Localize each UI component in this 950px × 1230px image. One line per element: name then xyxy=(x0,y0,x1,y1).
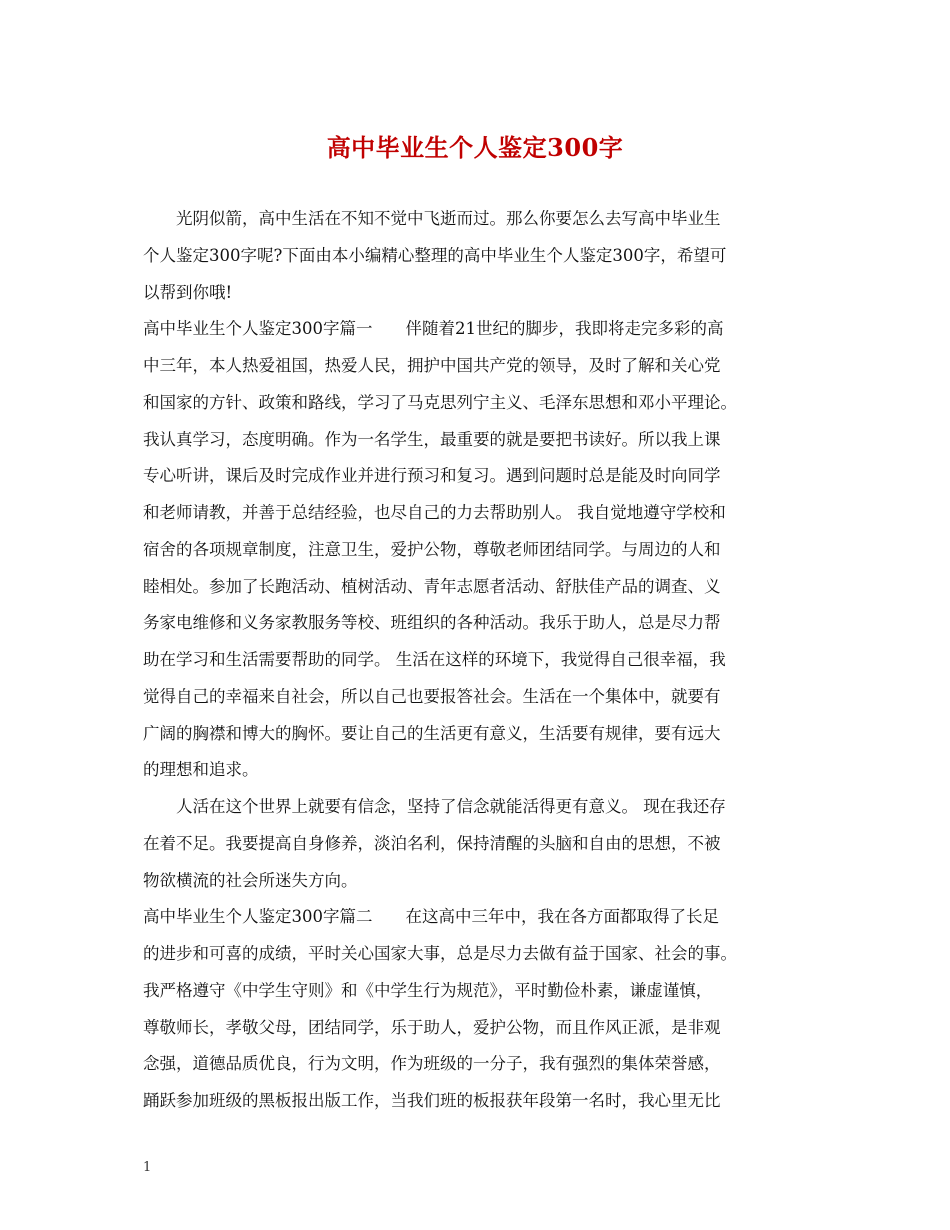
body-line: 和国家的方针、政策和路线，学习了马克思列宁主义、毛泽东思想和邓小平理论。 xyxy=(143,392,737,412)
body-line: 务家电维修和义务家教服务等校、班组织的各种活动。我乐于助人，总是尽力帮 xyxy=(143,613,721,633)
body-line: 的理想和追求。 xyxy=(143,760,259,780)
body-line: 以帮到你哦! xyxy=(143,282,233,302)
body-line: 助在学习和生活需要帮助的同学。 生活在这样的环境下，我觉得自己很幸福，我 xyxy=(143,650,726,669)
body-line: 我严格遵守《中学生守则》和《中学生行为规范》，平时勤俭朴素，谦虚谨慎， xyxy=(143,980,713,1000)
body-line: 在着不足。我要提高自身修养，淡泊名利，保持清醒的头脑和自由的思想，不被 xyxy=(143,833,721,853)
body-line: 个人鉴定300字呢?下面由本小编精心整理的高中毕业生个人鉴定300字，希望可 xyxy=(143,245,727,265)
body-line: 尊敬师长，孝敬父母，团结同学，乐于助人，爱护公物，而且作风正派，是非观 xyxy=(143,1017,721,1037)
page-number: 1 xyxy=(143,1160,152,1175)
body-line: 物欲横流的社会所迷失方向。 xyxy=(143,870,358,890)
body-line: 中三年，本人热爱祖国，热爱人民，拥护中国共产党的领导，及时了解和关心党 xyxy=(143,356,721,375)
body-line: 广阔的胸襟和博大的胸怀。要让自己的生活更有意义，生活要有规律，要有远大 xyxy=(143,723,721,743)
body-line: 念强，道德品质优良，行为文明，作为班级的一分子，我有强烈的集体荣誉感， xyxy=(143,1054,721,1074)
body-line: 睦相处。参加了长跑活动、植树活动、青年志愿者活动、舒肤佳产品的调查、义 xyxy=(143,576,721,596)
body-line: 觉得自己的幸福来自社会，所以自己也要报答社会。生活在一个集体中，就要有 xyxy=(143,686,721,706)
body-line: 专心听讲，课后及时完成作业并进行预习和复习。遇到问题时总是能及时向同学 xyxy=(143,466,721,486)
section-heading-line: 高中毕业生个人鉴定300字篇二 在这高中三年中，我在各方面都取得了长足 xyxy=(143,907,719,927)
body-line: 和老师请教，并善于总结经验，也尽自己的力去帮助别人。 我自觉地遵守学校和 xyxy=(143,503,726,522)
document-title: 高中毕业生个人鉴定300字 xyxy=(326,133,624,162)
body-line: 我认真学习，态度明确。作为一名学生，最重要的就是要把书读好。所以我上课 xyxy=(143,429,721,449)
body-line: 宿舍的各项规章制度，注意卫生，爱护公物，尊敬老师团结同学。与周边的人和 xyxy=(143,539,721,559)
section-heading-line: 高中毕业生个人鉴定300字篇一 伴随着21世纪的脚步，我即将走完多彩的高 xyxy=(143,319,724,339)
body-line: 人活在这个世界上就要有信念，坚持了信念就能活得更有意义。 现在我还存 xyxy=(176,797,726,816)
body-line: 踊跃参加班级的黑板报出版工作，当我们班的板报获年段第一名时，我心里无比 xyxy=(143,1091,721,1110)
document-body xyxy=(143,201,807,1120)
body-line: 光阴似箭，高中生活在不知不觉中飞逝而过。那么你要怎么去写高中毕业生 xyxy=(176,209,721,228)
body-line: 的进步和可喜的成绩，平时关心国家大事，总是尽力去做有益于国家、社会的事。 xyxy=(143,944,737,963)
